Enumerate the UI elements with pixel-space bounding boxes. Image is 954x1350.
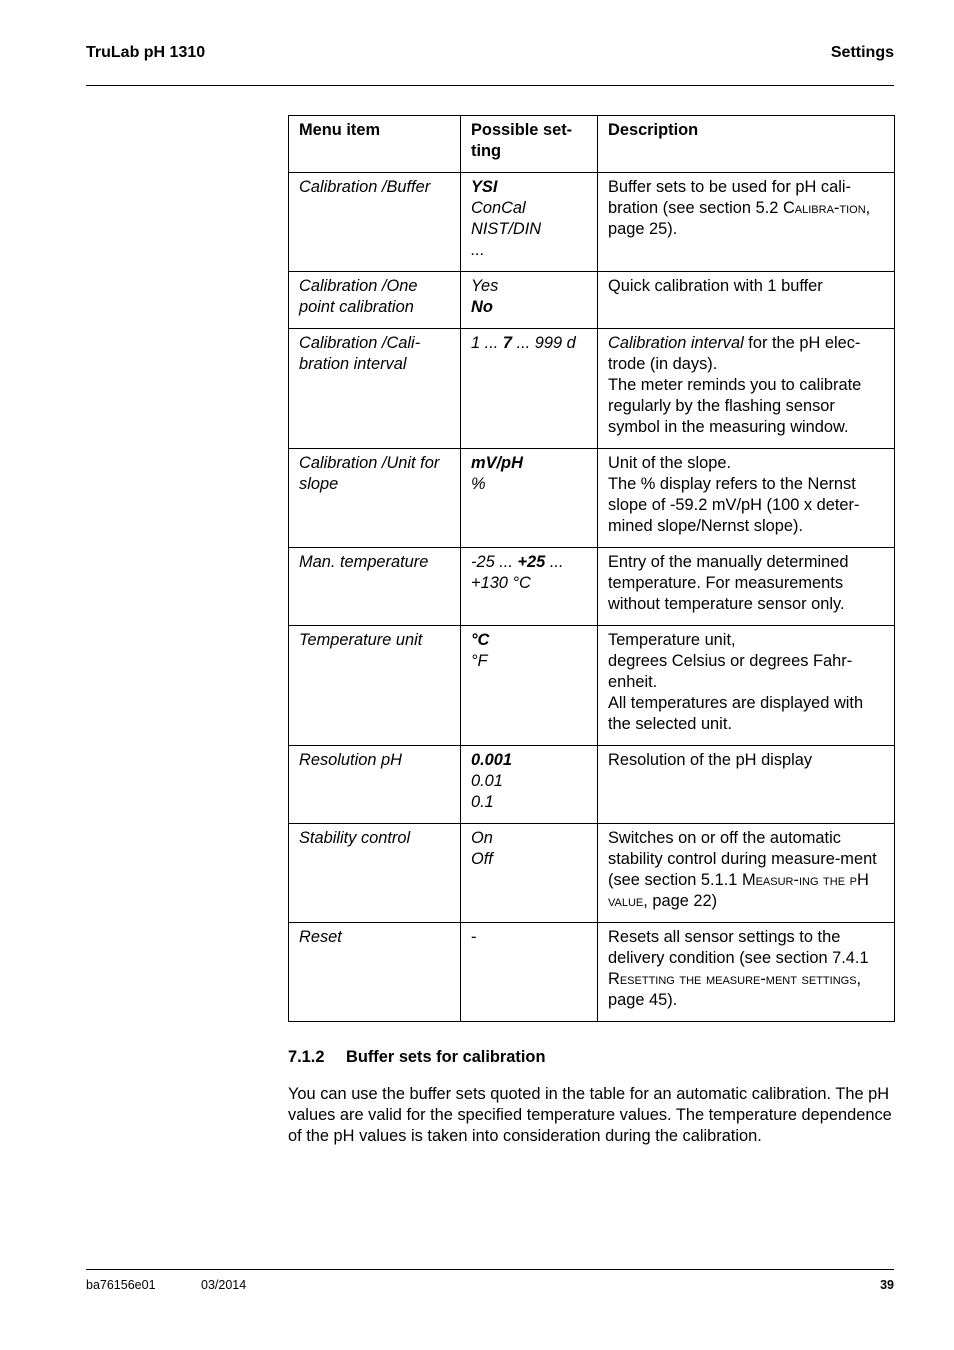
description-term: Calibration interval <box>608 334 744 352</box>
options-cell <box>461 923 598 1022</box>
section-body: You can use the buffer sets quoted in the table for an automatic calibration. The pH values are valid for the specified temperature values. The temperature dependence of the pH values is taken into consideration during the calibration. <box>288 1085 892 1145</box>
option-default: mV/pH <box>471 454 523 472</box>
description-cell <box>598 173 895 272</box>
section-reference: Measur-ing the pH value <box>608 871 869 910</box>
menu-item-cell: Calibration /One point calibration <box>289 272 461 329</box>
description-text: for the pH elec-trode (in days). <box>608 334 861 373</box>
option: On <box>471 829 493 847</box>
description-text: , page 25). <box>608 199 871 238</box>
section-number: 7.1.2 <box>288 1048 325 1066</box>
description-text: The % display refers to the Nernst slope of -59.2 mV/pH (100 x deter-mined slope/Nernst slope). <box>608 475 860 535</box>
page-number: 39 <box>880 1278 894 1292</box>
description-cell: Entry of the manually determined temperature. For measurements without temperature sensor only. <box>598 548 895 626</box>
footer-date: 03/2014 <box>201 1278 247 1292</box>
description-text: The meter reminds you to calibrate regularly by the flashing sensor symbol in the measuring window. <box>608 376 862 436</box>
option-default: +25 <box>517 553 546 571</box>
table-header-row <box>289 116 895 173</box>
menu-item-cell: Calibration /Unit for slope <box>289 449 461 548</box>
table-row <box>289 329 895 449</box>
menu-item-cell: Stability control <box>289 824 461 923</box>
option-default: °C <box>471 631 490 649</box>
description-text: Resets all sensor settings to the delivery condition (see section 7.4.1 <box>608 928 869 967</box>
menu-item-cell: Man. temperature <box>289 548 461 626</box>
section-heading <box>288 1048 545 1067</box>
options-cell <box>461 272 598 329</box>
option: ConCal <box>471 199 526 217</box>
option: ... <box>471 241 485 259</box>
settings-table <box>288 115 895 1022</box>
description-cell <box>598 626 895 746</box>
description-text: All temperatures are displayed with the selected unit. <box>608 694 864 733</box>
option-range-start: -25 ... <box>471 553 518 571</box>
description-cell <box>598 449 895 548</box>
options-cell <box>461 548 598 626</box>
options-cell <box>461 824 598 923</box>
section-reference: Calibra-tion <box>782 199 866 217</box>
option-default: No <box>471 298 493 316</box>
footer-rule <box>86 1269 894 1270</box>
option-range-end: ... +130 °C <box>471 553 564 592</box>
table-row <box>289 173 895 272</box>
menu-item-cell: Reset <box>289 923 461 1022</box>
table-row <box>289 272 895 329</box>
option: - <box>471 928 477 946</box>
footer-doc-id: ba76156e01 <box>86 1278 156 1292</box>
option-range-start: 1 ... <box>471 334 503 352</box>
options-cell <box>461 173 598 272</box>
table-row <box>289 548 895 626</box>
description-cell <box>598 824 895 923</box>
section-reference: Resetting the measure-ment settings <box>608 970 857 988</box>
option-default: YSI <box>471 178 498 196</box>
description-text: degrees Celsius or degrees Fahr-enheit. <box>608 652 853 691</box>
column-header-menu-item: Menu item <box>289 116 461 173</box>
section-title: Buffer sets for calibration <box>346 1048 546 1066</box>
column-header-description: Description <box>598 116 895 173</box>
description-text: , page 22) <box>643 892 718 910</box>
option: Yes <box>471 277 499 295</box>
description-text: Unit of the slope. <box>608 454 732 472</box>
options-cell <box>461 329 598 449</box>
option: NIST/DIN <box>471 220 542 238</box>
menu-item-cell: Calibration /Buffer <box>289 173 461 272</box>
header-rule <box>86 85 894 86</box>
table-row <box>289 449 895 548</box>
header-section: Settings <box>830 44 894 61</box>
option-default: 7 <box>502 334 513 352</box>
description-text: , page 45). <box>608 970 862 1009</box>
column-header-possible-setting: Possible set-ting <box>461 116 598 173</box>
table-row <box>289 824 895 923</box>
description-cell: Resolution of the pH display <box>598 746 895 824</box>
description-cell: Quick calibration with 1 buffer <box>598 272 895 329</box>
menu-item-cell: Calibration /Cali-bration interval <box>289 329 461 449</box>
table-row <box>289 746 895 824</box>
description-text: Temperature unit, <box>608 631 736 649</box>
menu-item-cell: Temperature unit <box>289 626 461 746</box>
description-text: Buffer sets to be used for pH cali-bration (see section 5.2 <box>608 178 851 217</box>
option: Off <box>471 850 493 868</box>
table-row <box>289 626 895 746</box>
description-cell <box>598 923 895 1022</box>
option: 0.01 <box>471 772 503 790</box>
description-cell <box>598 329 895 449</box>
options-cell <box>461 626 598 746</box>
option: °F <box>471 652 488 670</box>
options-cell <box>461 746 598 824</box>
options-cell <box>461 449 598 548</box>
option: 0.1 <box>471 793 494 811</box>
table-row <box>289 923 895 1022</box>
option: % <box>471 475 486 493</box>
header-title: TruLab pH 1310 <box>86 44 206 61</box>
description-text: Switches on or off the automatic stability control during measure-ment (see section 5.1.1 <box>608 829 877 889</box>
option-range-end: ... 999 d <box>512 334 576 352</box>
menu-item-cell: Resolution pH <box>289 746 461 824</box>
option-default: 0.001 <box>471 751 513 769</box>
